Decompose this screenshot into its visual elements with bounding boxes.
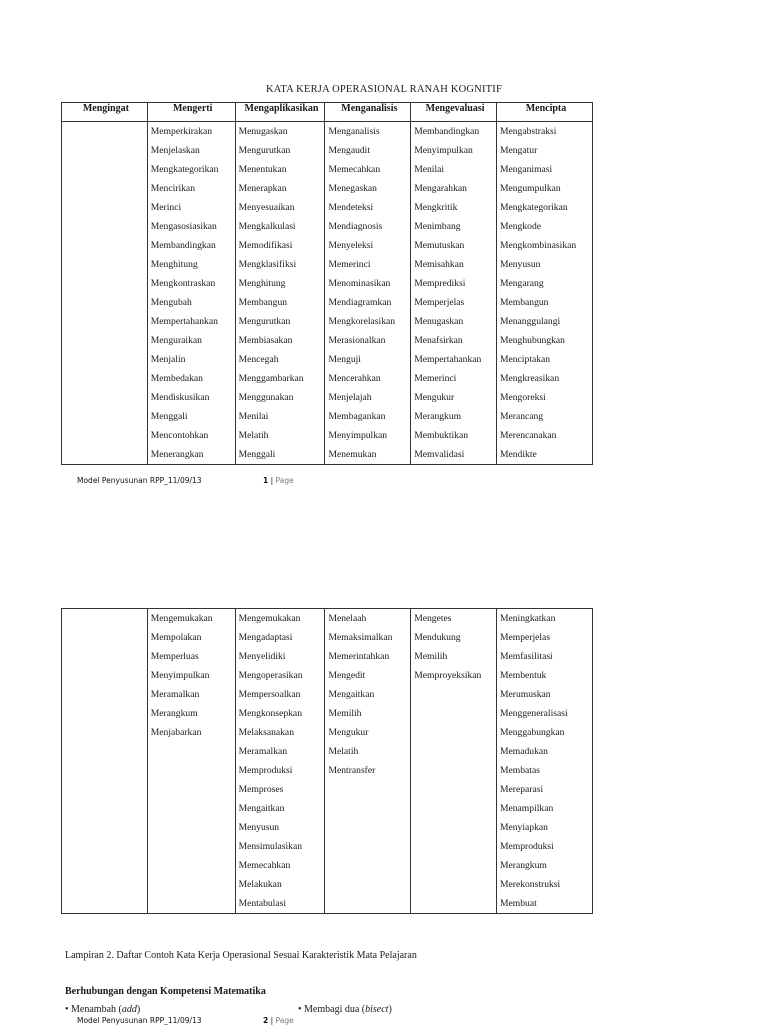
column-cell <box>411 122 497 465</box>
verb-entry: Menciptakan <box>499 354 551 365</box>
verb-entry: Menilai <box>238 411 269 422</box>
table-header-row <box>62 103 593 122</box>
verb-entry: Merasionalkan <box>328 335 386 346</box>
verb-entry: Memerinci <box>328 259 371 270</box>
verb-entry: Mengukur <box>328 727 369 738</box>
page-number: 1 <box>263 476 269 485</box>
verb-entry: Mencirikan <box>150 183 195 194</box>
verb-entry: Menentukan <box>238 164 287 175</box>
verb-entry: Menugaskan <box>414 316 464 327</box>
verb-entry: Menampilkan <box>499 803 554 814</box>
verb-entry: Mendikte <box>499 449 537 460</box>
verb-entry: Mendiskusikan <box>150 392 210 403</box>
verb-entry: Memfasilitasi <box>499 651 553 662</box>
verb-entry: Meningkatkan <box>499 613 556 624</box>
verb-entry: Menganimasi <box>499 164 553 175</box>
page-separator: | <box>270 476 274 485</box>
column-cell <box>235 122 325 465</box>
verb-entry: Membuat <box>499 898 537 909</box>
verb-entry: Melaksanakan <box>238 727 294 738</box>
verb-entry: Menganalisis <box>328 126 380 137</box>
verb-entry: Membedakan <box>150 373 203 384</box>
verb-entry: Mengklasifiksi <box>238 259 297 270</box>
verb-entry: Menguji <box>328 354 361 365</box>
verb-entry: Memadukan <box>499 746 548 757</box>
verb-entry: Menyelidiki <box>238 651 286 662</box>
verb-entry: Memerinci <box>414 373 457 384</box>
verb-entry: Mentransfer <box>328 765 376 776</box>
verb-entry: Memproduksi <box>499 841 554 852</box>
verb-entry: Menjelaskan <box>150 145 200 156</box>
verb-entry: Menggambarkan <box>238 373 304 384</box>
verb-entry: Menafsirkan <box>414 335 463 346</box>
verb-entry: Memutuskan <box>414 240 465 251</box>
verb-entry: Menggeneralisasi <box>499 708 568 719</box>
verb-entry: Membentuk <box>499 670 547 681</box>
verb-entry: Membangun <box>238 297 288 308</box>
verb-entry: Merangkum <box>414 411 462 422</box>
verb-entry: Menelaah <box>328 613 367 624</box>
verb-entry: Mengoreksi <box>499 392 546 403</box>
verb-entry: Mengedit <box>328 670 366 681</box>
verb-entry: Membandingkan <box>150 240 216 251</box>
verb-entry: Mengkorelasikan <box>328 316 396 327</box>
verb-entry: Melakukan <box>238 879 282 890</box>
verb-entry: Memecahkan <box>328 164 381 175</box>
column-cell <box>496 609 592 914</box>
header-mencipta: Mencipta <box>496 103 592 122</box>
footer-doc-name: Model Penyusunan RPP_11/09/13 <box>77 476 202 485</box>
verb-entry: Melatih <box>328 746 359 757</box>
bullet-item: • Membagi dua (bisect) <box>298 1004 392 1015</box>
footer-doc-name: Model Penyusunan RPP_11/09/13 <box>77 1016 202 1025</box>
column-cell <box>147 609 235 914</box>
verb-entry: Mengkritik <box>414 202 458 213</box>
verb-entry: Memodifikasi <box>238 240 293 251</box>
verb-entry: Membatas <box>499 765 540 776</box>
verb-entry: Mendukung <box>414 632 461 643</box>
verb-entry: Mencontohkan <box>150 430 209 441</box>
page-title: KATA KERJA OPERASIONAL RANAH KOGNITIF <box>265 84 502 95</box>
column-cell <box>235 609 325 914</box>
verb-entry: Menominasikan <box>328 278 391 289</box>
verb-entry: Mempertahankan <box>150 316 218 327</box>
page-number: 2 <box>263 1016 269 1025</box>
verb-entry: Menugaskan <box>238 126 288 137</box>
footer-page-number <box>263 476 294 485</box>
verb-entry: Mendiagnosis <box>328 221 383 232</box>
verb-entry: Mengkonsepkan <box>238 708 302 719</box>
verb-entry: Menghitung <box>150 259 198 270</box>
verb-entry: Merumuskan <box>499 689 551 700</box>
verb-entry: Menghubungkan <box>499 335 565 346</box>
header-mengerti: Mengerti <box>147 103 235 122</box>
verb-entry: Mengaitkan <box>328 689 375 700</box>
verb-entry: Mengadaptasi <box>238 632 293 643</box>
verb-entry: Memperjelas <box>414 297 465 308</box>
page-label: Page <box>275 476 294 485</box>
verb-entry: Mengatur <box>499 145 538 156</box>
verb-entry: Mencerahkan <box>328 373 381 384</box>
verb-entry: Memilih <box>414 651 448 662</box>
verb-entry: Menyimpulkan <box>328 430 388 441</box>
verb-entry: Mengukur <box>414 392 455 403</box>
page-separator: | <box>270 1016 274 1025</box>
verb-entry: Mempertahankan <box>414 354 482 365</box>
column-cell <box>325 609 411 914</box>
verb-entry: Mengumpulkan <box>499 183 561 194</box>
verb-entry: Mengemukakan <box>150 613 213 624</box>
verb-entry: Merancang <box>499 411 544 422</box>
verb-entry: Memaksimalkan <box>328 632 393 643</box>
page-label: Page <box>275 1016 294 1025</box>
kko-table-part-1 <box>61 102 593 465</box>
verb-entry: Menegaskan <box>328 183 377 194</box>
verb-entry: Merangkum <box>150 708 198 719</box>
verb-entry: Mengasosiasikan <box>150 221 217 232</box>
verb-entry: Mengkontraskan <box>150 278 216 289</box>
verb-entry: Merangkum <box>499 860 547 871</box>
lampiran-caption: Lampiran 2. Daftar Contoh Kata Kerja Operasional Sesuai Karakteristik Mata Pelajaran <box>65 950 417 961</box>
verb-entry: Memproyeksikan <box>414 670 482 681</box>
column-cell <box>147 122 235 465</box>
verb-entry: Membagankan <box>328 411 386 422</box>
verb-entry: Memprediksi <box>414 278 466 289</box>
verb-entry: Memproses <box>238 784 284 795</box>
verb-entry: Mengkreasikan <box>499 373 560 384</box>
verb-entry: Menyimpulkan <box>414 145 473 156</box>
verb-entry: Menjalin <box>150 354 186 365</box>
verb-entry: Menimbang <box>414 221 461 232</box>
verb-entry: Menggunakan <box>238 392 294 403</box>
verb-entry: Menghitung <box>238 278 286 289</box>
verb-entry: Mengaudit <box>328 145 371 156</box>
verb-entry: Menanggulangi <box>499 316 561 327</box>
verb-entry: Memvalidasi <box>414 449 465 460</box>
table-body-row <box>62 609 593 914</box>
verb-entry: Meramalkan <box>238 746 288 757</box>
verb-entry: Mengkategorikan <box>499 202 568 213</box>
verb-entry: Membuktikan <box>414 430 469 441</box>
section-subheading: Berhubungan dengan Kompetensi Matematika <box>65 986 266 997</box>
table-body-row <box>62 122 593 465</box>
column-cell <box>325 122 411 465</box>
column-cell <box>496 122 592 465</box>
verb-entry: Mengubah <box>150 297 192 308</box>
verb-entry: Menerangkan <box>150 449 204 460</box>
header-mengingat: Mengingat <box>62 103 148 122</box>
verb-entry: Mensimulasikan <box>238 841 302 852</box>
verb-entry: Membiasakan <box>238 335 293 346</box>
bullet-text: Menambah <box>71 1004 117 1015</box>
verb-entry: Mengarahkan <box>414 183 467 194</box>
verb-entry: Memerintahkan <box>328 651 390 662</box>
verb-entry: Menyeleksi <box>328 240 374 251</box>
verb-entry: Mengarang <box>499 278 544 289</box>
verb-entry: Menjabarkan <box>150 727 202 738</box>
verb-entry: Menggali <box>238 449 276 460</box>
verb-entry: Menyiapkan <box>499 822 548 833</box>
header-mengaplikasikan: Mengaplikasikan <box>235 103 325 122</box>
verb-entry: Mengemukakan <box>238 613 301 624</box>
verb-entry: Mengkategorikan <box>150 164 219 175</box>
verb-entry: Mengkombinasikan <box>499 240 577 251</box>
verb-entry: Mentabulasi <box>238 898 287 909</box>
verb-entry: Mengkalkulasi <box>238 221 296 232</box>
verb-entry: Menyimpulkan <box>150 670 210 681</box>
verb-entry: Memperkirakan <box>150 126 213 137</box>
page-footer <box>77 476 294 485</box>
verb-entry: Menggali <box>150 411 188 422</box>
verb-entry: Mencegah <box>238 354 279 365</box>
verb-entry: Memproduksi <box>238 765 293 776</box>
verb-entry: Memecahkan <box>238 860 291 871</box>
verb-entry: Mempersoalkan <box>238 689 301 700</box>
verb-entry: Mengurutkan <box>238 316 291 327</box>
verb-entry: Memilih <box>328 708 362 719</box>
header-mengevaluasi: Mengevaluasi <box>411 103 497 122</box>
verb-entry: Menyusun <box>499 259 541 270</box>
verb-entry: Mempolakan <box>150 632 202 643</box>
verb-entry: Mengurutkan <box>238 145 291 156</box>
verb-entry: Melatih <box>238 430 269 441</box>
verb-entry: Memperluas <box>150 651 199 662</box>
verb-entry: Merencanakan <box>499 430 557 441</box>
column-cell <box>62 609 148 914</box>
verb-entry: Mendeteksi <box>328 202 374 213</box>
verb-entry: Mengkode <box>499 221 541 232</box>
verb-entry: Mengetes <box>414 613 452 624</box>
verb-entry: Memisahkan <box>414 259 464 270</box>
verb-entry: Merekonstruksi <box>499 879 561 890</box>
verb-entry: Menyesuaikan <box>238 202 295 213</box>
verb-entry: Menyusun <box>238 822 280 833</box>
verb-entry: Membangun <box>499 297 549 308</box>
bullet-item: • Menambah (add) <box>65 1004 141 1015</box>
header-menganalisis: Menganalisis <box>325 103 411 122</box>
column-cell <box>411 609 497 914</box>
bullet-text: Membagi dua <box>304 1004 360 1015</box>
verb-entry: Mengoperasikan <box>238 670 303 681</box>
verb-entry: Menemukan <box>328 449 377 460</box>
verb-entry: Membandingkan <box>414 126 480 137</box>
column-cell <box>62 122 148 465</box>
kko-table-part-2 <box>61 608 593 914</box>
verb-entry: Menjelajah <box>328 392 372 403</box>
verb-entry: Mengabstraksi <box>499 126 557 137</box>
verb-entry: Meramalkan <box>150 689 200 700</box>
verb-entry: Menilai <box>414 164 445 175</box>
verb-entry: Mengaitkan <box>238 803 285 814</box>
verb-entry: Memperjelas <box>499 632 551 643</box>
verb-entry: Mereparasi <box>499 784 544 795</box>
bullet-english: bisect <box>365 1004 389 1015</box>
verb-entry: Menguraikan <box>150 335 202 346</box>
verb-entry: Mendiagramkan <box>328 297 392 308</box>
verb-entry: Menggabungkan <box>499 727 565 738</box>
bullet-english: add <box>121 1004 137 1015</box>
verb-entry: Menerapkan <box>238 183 287 194</box>
verb-entry: Merinci <box>150 202 182 213</box>
